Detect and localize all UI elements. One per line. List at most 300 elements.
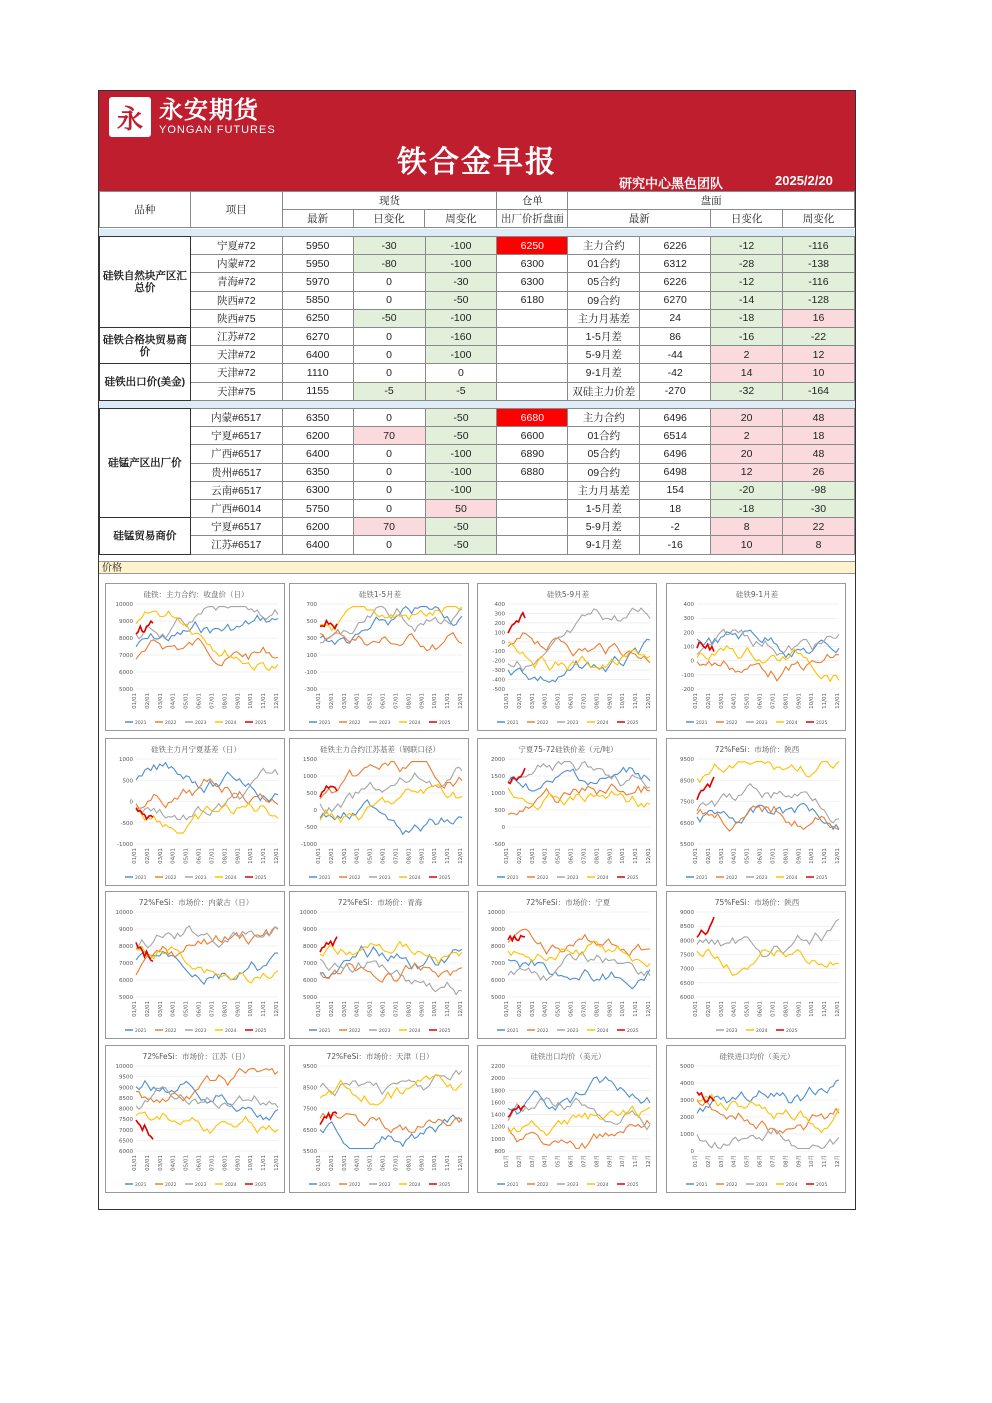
x-tick-label: 09/01 xyxy=(796,693,803,709)
x-tick-label: 10/01 xyxy=(620,1001,627,1017)
x-tick-label: 09/01 xyxy=(419,1001,426,1017)
category-label: 硅锰产区出厂价 xyxy=(100,409,191,518)
x-tick-label: 11/01 xyxy=(822,848,829,864)
series-line xyxy=(697,1095,839,1133)
x-tick-label: 05/01 xyxy=(183,848,190,864)
spot-day-change: 70 xyxy=(353,427,425,445)
y-tick-label: 500 xyxy=(306,791,317,797)
legend-label: 2025 xyxy=(439,721,451,726)
legend-label: 2024 xyxy=(409,721,421,726)
y-tick-label: 9000 xyxy=(119,1085,133,1092)
chart-panel xyxy=(289,1045,469,1193)
x-tick-label: 02/01 xyxy=(705,1001,712,1017)
spot-day-change: 0 xyxy=(353,445,425,463)
x-tick-label: 05/01 xyxy=(744,848,751,864)
item-name: 青海#72 xyxy=(190,273,282,291)
futures-name: 09合约 xyxy=(568,291,640,309)
x-tick-label: 08/01 xyxy=(222,1001,229,1017)
x-tick-label: 07/01 xyxy=(209,1155,216,1171)
x-tick-label: 01/01 xyxy=(132,693,138,709)
chart-panel xyxy=(666,583,846,731)
category-label: 硅锰贸易商价 xyxy=(100,518,191,554)
x-tick-label: 10/01 xyxy=(248,848,255,864)
chart-panel xyxy=(666,738,846,886)
section-label-price: 价格 xyxy=(99,561,855,574)
line-chart xyxy=(106,1046,286,1194)
x-tick-label: 02/01 xyxy=(328,1001,335,1017)
chart-panel xyxy=(666,1045,846,1193)
futures-week-change: -116 xyxy=(783,273,855,291)
y-tick-label: 6000 xyxy=(119,1149,133,1155)
x-tick-label: 04/01 xyxy=(170,1001,177,1017)
spot-week-change: -160 xyxy=(425,327,497,345)
x-tick-label: 03/01 xyxy=(718,1001,725,1017)
spot-week-change: -100 xyxy=(425,445,497,463)
chart-title: 硅铁主力月宁夏基差（日） xyxy=(151,745,241,754)
futures-day-change: -14 xyxy=(711,291,783,309)
legend-label: 2022 xyxy=(349,721,361,726)
table-row xyxy=(100,382,855,400)
y-tick-label: 0 xyxy=(501,825,505,831)
futures-week-change: 8 xyxy=(783,536,855,554)
chart-panel xyxy=(666,891,846,1039)
x-tick-label: 04/01 xyxy=(731,848,738,864)
spot-latest: 6200 xyxy=(282,427,353,445)
x-tick-label: 02/01 xyxy=(516,693,523,709)
legend-label: 2022 xyxy=(349,1183,361,1188)
spot-latest: 6350 xyxy=(282,463,353,481)
x-tick-label: 04/01 xyxy=(542,848,549,864)
legend-label: 2023 xyxy=(567,1029,579,1034)
x-tick-label: 10/01 xyxy=(620,848,627,864)
futures-latest: 6226 xyxy=(640,237,711,255)
chart-title: 硅铁9-1月差 xyxy=(735,590,779,599)
x-tick-label: 03/01 xyxy=(341,693,348,709)
x-tick-label: 03/01 xyxy=(341,1155,348,1171)
chart-title: 硅铁1-5月差 xyxy=(358,590,402,599)
item-name: 内蒙#72 xyxy=(190,255,282,273)
series-line xyxy=(320,800,462,834)
x-tick-label: 06/01 xyxy=(757,1001,764,1017)
x-tick-label: 04/01 xyxy=(354,693,361,709)
legend-label: 2021 xyxy=(507,876,519,881)
series-line xyxy=(697,1129,839,1149)
y-tick-label: 8000 xyxy=(119,944,133,950)
spot-latest: 6200 xyxy=(282,518,353,536)
x-tick-label: 07/01 xyxy=(581,693,588,709)
series-line xyxy=(136,803,278,833)
x-tick-label: 10/01 xyxy=(809,848,816,864)
futures-latest: 6270 xyxy=(640,291,711,309)
x-tick-label: 02/01 xyxy=(516,1001,523,1017)
item-name: 陕西#75 xyxy=(190,309,282,327)
y-tick-label: 9500 xyxy=(680,757,694,763)
x-tick-label: 08/01 xyxy=(406,1001,413,1017)
header-banner xyxy=(99,91,855,191)
chart-title: 宁夏75-72硅铁价差（元/吨） xyxy=(518,745,618,754)
y-tick-label: -300 xyxy=(304,687,317,693)
y-tick-label: 8500 xyxy=(680,778,694,785)
table-row xyxy=(100,255,855,273)
y-tick-label: 500 xyxy=(306,619,317,625)
chart-title: 硅铁主力合约江苏基差（钢联口径） xyxy=(320,745,440,754)
x-tick-label: 05/01 xyxy=(183,1001,190,1017)
x-tick-label: 12/01 xyxy=(646,693,652,709)
line-chart xyxy=(478,584,658,732)
x-tick-label: 08月 xyxy=(783,1155,790,1168)
series-line xyxy=(508,1121,650,1149)
spot-week-change: -50 xyxy=(425,409,497,427)
y-tick-label: 5000 xyxy=(119,687,133,693)
legend-label: 2021 xyxy=(135,721,147,726)
category-label: 硅铁自然块产区汇总价 xyxy=(100,237,191,328)
x-tick-label: 07/01 xyxy=(209,848,216,864)
legend-label: 2021 xyxy=(696,1183,708,1188)
x-tick-label: 12/01 xyxy=(274,1001,280,1017)
futures-week-change: -30 xyxy=(783,499,855,517)
line-chart xyxy=(106,892,286,1040)
y-tick-label: 300 xyxy=(683,616,694,623)
futures-name: 9-1月差 xyxy=(568,536,640,554)
x-tick-label: 09/01 xyxy=(235,1155,242,1171)
x-tick-label: 03/01 xyxy=(157,1155,164,1171)
line-chart xyxy=(106,739,286,887)
y-tick-label: 5000 xyxy=(680,1064,694,1070)
spot-week-change: -100 xyxy=(425,255,497,273)
spot-latest: 5950 xyxy=(282,255,353,273)
x-tick-label: 01/01 xyxy=(693,693,699,709)
legend-label: 2022 xyxy=(165,1183,177,1188)
x-tick-label: 02/01 xyxy=(328,848,335,864)
chart-title: 72%FeSi：市场价：陕西 xyxy=(714,745,800,754)
x-tick-label: 05/01 xyxy=(744,1001,751,1017)
legend-label: 2025 xyxy=(627,1183,639,1188)
line-chart xyxy=(478,739,658,887)
legend-label: 2023 xyxy=(379,1183,391,1188)
item-name: 广西#6014 xyxy=(190,499,282,517)
y-tick-label: 0 xyxy=(690,1149,694,1155)
x-tick-label: 04/01 xyxy=(731,1001,738,1017)
futures-latest: -16 xyxy=(640,536,711,554)
table-row xyxy=(100,327,855,345)
spot-week-change: -100 xyxy=(425,481,497,499)
spot-latest: 5970 xyxy=(282,273,353,291)
chart-panel xyxy=(477,583,657,731)
x-tick-label: 07/01 xyxy=(770,693,777,709)
y-tick-label: 0 xyxy=(129,799,133,806)
y-tick-label: 500 xyxy=(122,778,133,785)
futures-name: 主力月基差 xyxy=(568,309,640,327)
x-tick-label: 12月 xyxy=(835,1155,841,1168)
x-tick-label: 05/01 xyxy=(555,1001,562,1017)
spot-day-change: -50 xyxy=(353,309,425,327)
futures-day-change: 10 xyxy=(711,536,783,554)
legend-label: 2021 xyxy=(507,721,519,726)
line-chart xyxy=(478,1046,658,1194)
series-line xyxy=(320,942,462,964)
series-line xyxy=(136,951,278,984)
x-tick-label: 02/01 xyxy=(705,693,712,709)
y-tick-label: 6000 xyxy=(491,978,505,984)
spot-day-change: 0 xyxy=(353,273,425,291)
spot-latest: 5950 xyxy=(282,237,353,255)
legend-label: 2025 xyxy=(627,876,639,881)
header-latest: 最新 xyxy=(282,210,353,228)
legend-label: 2023 xyxy=(567,721,579,726)
y-tick-label: 7000 xyxy=(119,1127,133,1134)
x-tick-label: 09/01 xyxy=(607,848,614,864)
x-tick-label: 05/01 xyxy=(367,1155,374,1171)
series-line xyxy=(697,1080,839,1114)
legend-label: 2024 xyxy=(225,721,237,726)
logo-en-text: YONGAN FUTURES xyxy=(159,124,276,136)
y-tick-label: 5000 xyxy=(119,995,133,1001)
futures-latest: 6226 xyxy=(640,273,711,291)
legend-label: 2025 xyxy=(439,1183,451,1188)
y-tick-label: 1400 xyxy=(491,1112,505,1119)
legend-label: 2024 xyxy=(225,1183,237,1188)
header-spot: 现货 xyxy=(282,192,497,210)
legend-label: 2024 xyxy=(756,1029,768,1034)
futures-day-change: -28 xyxy=(711,255,783,273)
legend-label: 2024 xyxy=(597,1183,609,1188)
x-tick-label: 10/01 xyxy=(248,1155,255,1171)
x-tick-label: 04/01 xyxy=(354,1155,361,1171)
warehouse-price: 6880 xyxy=(497,463,568,481)
futures-day-change: -16 xyxy=(711,327,783,345)
x-tick-label: 01月 xyxy=(504,1155,510,1168)
x-tick-label: 01/01 xyxy=(316,1001,322,1017)
spot-latest: 6400 xyxy=(282,445,353,463)
y-tick-label: 5500 xyxy=(680,842,694,848)
table-row xyxy=(100,518,855,536)
chart-panel xyxy=(477,738,657,886)
line-chart xyxy=(478,892,658,1040)
x-tick-label: 12/01 xyxy=(646,848,652,864)
line-chart xyxy=(290,739,470,887)
spot-week-change: -50 xyxy=(425,518,497,536)
table-row xyxy=(100,481,855,499)
x-tick-label: 05/01 xyxy=(367,1001,374,1017)
y-tick-label: 7000 xyxy=(119,961,133,967)
x-tick-label: 01/01 xyxy=(132,848,138,864)
warehouse-price xyxy=(497,536,568,554)
team-name: 研究中心黑色团队 xyxy=(619,176,724,191)
x-tick-label: 08/01 xyxy=(406,1155,413,1171)
item-name: 天津#72 xyxy=(190,346,282,364)
x-tick-label: 06/01 xyxy=(196,693,203,709)
futures-name: 1-5月差 xyxy=(568,327,640,345)
y-tick-label: 200 xyxy=(494,620,505,627)
chart-title: 硅铁：主力合约：收盘价（日） xyxy=(143,590,249,599)
warehouse-price xyxy=(497,499,568,517)
y-tick-label: 9500 xyxy=(303,1064,317,1070)
x-tick-label: 03/01 xyxy=(341,1001,348,1017)
x-tick-label: 06/01 xyxy=(757,693,764,709)
y-tick-label: 8000 xyxy=(680,938,694,945)
futures-name: 09合约 xyxy=(568,463,640,481)
futures-name: 主力合约 xyxy=(568,409,640,427)
item-name: 宁夏#6517 xyxy=(190,427,282,445)
x-tick-label: 10/01 xyxy=(620,693,627,709)
x-tick-label: 03/01 xyxy=(529,1001,536,1017)
futures-week-change: 12 xyxy=(783,346,855,364)
x-tick-label: 11/01 xyxy=(261,848,268,864)
futures-latest: 18 xyxy=(640,499,711,517)
x-tick-label: 01/01 xyxy=(316,848,322,864)
futures-week-change: -22 xyxy=(783,327,855,345)
y-tick-label: 7500 xyxy=(680,799,694,806)
x-tick-label: 08月 xyxy=(594,1155,601,1168)
spot-latest: 1110 xyxy=(282,364,353,382)
legend-label: 2024 xyxy=(225,876,237,881)
series-line xyxy=(697,806,839,831)
futures-day-change: -18 xyxy=(711,309,783,327)
spot-day-change: -5 xyxy=(353,382,425,400)
item-name: 云南#6517 xyxy=(190,481,282,499)
legend-label: 2022 xyxy=(537,1029,549,1034)
spot-latest: 6400 xyxy=(282,536,353,554)
y-tick-label: -1000 xyxy=(117,842,133,848)
x-tick-label: 08/01 xyxy=(594,693,601,709)
x-tick-label: 04/01 xyxy=(170,693,177,709)
x-tick-label: 07/01 xyxy=(209,1001,216,1017)
line-chart xyxy=(106,584,286,732)
x-tick-label: 11/01 xyxy=(261,693,268,709)
y-tick-label: 4000 xyxy=(680,1081,694,1087)
x-tick-label: 07/01 xyxy=(209,693,216,709)
y-tick-label: 1000 xyxy=(303,774,317,780)
x-tick-label: 09/01 xyxy=(607,693,614,709)
x-tick-label: 07/01 xyxy=(770,1001,777,1017)
x-tick-label: 12/01 xyxy=(835,848,841,864)
legend-label: 2024 xyxy=(786,1183,798,1188)
y-tick-label: 8000 xyxy=(119,636,133,642)
x-tick-label: 08/01 xyxy=(783,693,790,709)
y-tick-label: 1000 xyxy=(491,791,505,797)
y-tick-label: -300 xyxy=(492,668,505,675)
legend-label: 2022 xyxy=(349,876,361,881)
legend-label: 2022 xyxy=(726,1183,738,1188)
x-tick-label: 11/01 xyxy=(633,1001,640,1017)
x-tick-label: 05/01 xyxy=(183,1155,190,1171)
warehouse-price xyxy=(497,518,568,536)
table-row xyxy=(100,291,855,309)
legend-label: 2024 xyxy=(409,1183,421,1188)
spot-latest: 5750 xyxy=(282,499,353,517)
header-item: 项目 xyxy=(190,192,282,228)
warehouse-price xyxy=(497,364,568,382)
futures-week-change: -98 xyxy=(783,481,855,499)
x-tick-label: 09/01 xyxy=(235,693,242,709)
legend-label: 2023 xyxy=(567,876,579,881)
x-tick-label: 02月 xyxy=(705,1155,712,1168)
spot-week-change: -100 xyxy=(425,309,497,327)
separator xyxy=(99,401,855,408)
futures-name: 01合约 xyxy=(568,255,640,273)
x-tick-label: 03/01 xyxy=(529,848,536,864)
y-tick-label: 1200 xyxy=(491,1124,505,1131)
y-tick-label: -500 xyxy=(120,820,133,827)
futures-name: 1-5月差 xyxy=(568,499,640,517)
header-variety: 品种 xyxy=(100,192,191,228)
futures-latest: 154 xyxy=(640,481,711,499)
spot-week-change: -50 xyxy=(425,536,497,554)
x-tick-label: 04/01 xyxy=(542,1001,549,1017)
x-tick-label: 06/01 xyxy=(568,1001,575,1017)
y-tick-label: 8500 xyxy=(680,924,694,931)
x-tick-label: 11/01 xyxy=(633,848,640,864)
y-tick-label: -100 xyxy=(492,649,505,656)
x-tick-label: 11/01 xyxy=(822,693,829,709)
legend-label: 2023 xyxy=(756,721,768,726)
x-tick-label: 06/01 xyxy=(568,848,575,864)
legend-label: 2025 xyxy=(816,721,828,726)
chart-panel xyxy=(105,738,285,886)
y-tick-label: 9500 xyxy=(119,1074,133,1081)
x-tick-label: 07/01 xyxy=(393,1001,400,1017)
y-tick-label: 6500 xyxy=(680,980,694,987)
y-tick-label: 8500 xyxy=(119,1095,133,1102)
legend-label: 2021 xyxy=(319,1183,331,1188)
header-day-change: 日变化 xyxy=(353,210,425,228)
x-tick-label: 04/01 xyxy=(542,693,549,709)
series-line xyxy=(136,927,278,975)
futures-latest: -270 xyxy=(640,382,711,400)
y-tick-label: 0 xyxy=(313,808,317,814)
ferrosilicon-table xyxy=(99,236,855,401)
x-tick-label: 06/01 xyxy=(196,1001,203,1017)
x-tick-label: 02/01 xyxy=(516,848,523,864)
x-tick-label: 04/01 xyxy=(170,848,177,864)
x-tick-label: 01月 xyxy=(693,1155,699,1168)
y-tick-label: -400 xyxy=(492,677,505,684)
legend-label: 2024 xyxy=(409,1029,421,1034)
y-tick-label: 10000 xyxy=(299,910,317,916)
x-tick-label: 08/01 xyxy=(783,1001,790,1017)
y-tick-label: -200 xyxy=(681,687,694,693)
spot-week-change: 0 xyxy=(425,364,497,382)
y-tick-label: 1000 xyxy=(119,757,133,763)
y-tick-label: -500 xyxy=(492,687,505,693)
spot-latest: 6250 xyxy=(282,309,353,327)
series-line xyxy=(508,788,650,810)
x-tick-label: 09/01 xyxy=(419,848,426,864)
y-tick-label: 2000 xyxy=(491,757,505,763)
x-tick-label: 08/01 xyxy=(783,848,790,864)
y-tick-label: 1800 xyxy=(491,1088,505,1095)
x-tick-label: 02月 xyxy=(516,1155,523,1168)
spot-week-change: -100 xyxy=(425,463,497,481)
x-tick-label: 04月 xyxy=(542,1155,549,1168)
x-tick-label: 07/01 xyxy=(393,848,400,864)
line-chart xyxy=(290,892,470,1040)
x-tick-label: 02/01 xyxy=(328,1155,335,1171)
series-line xyxy=(136,611,278,671)
x-tick-label: 02/01 xyxy=(144,848,151,864)
x-tick-label: 07/01 xyxy=(581,1001,588,1017)
futures-latest: 86 xyxy=(640,327,711,345)
y-tick-label: 8500 xyxy=(303,1085,317,1092)
y-tick-label: 10000 xyxy=(115,602,133,608)
futures-day-change: 20 xyxy=(711,409,783,427)
x-tick-label: 03/01 xyxy=(718,693,725,709)
y-tick-label: 300 xyxy=(494,611,505,618)
x-tick-label: 01/01 xyxy=(504,848,510,864)
x-tick-label: 10月 xyxy=(620,1155,627,1168)
warehouse-price: 6890 xyxy=(497,445,568,463)
x-tick-label: 11/01 xyxy=(445,1001,452,1017)
